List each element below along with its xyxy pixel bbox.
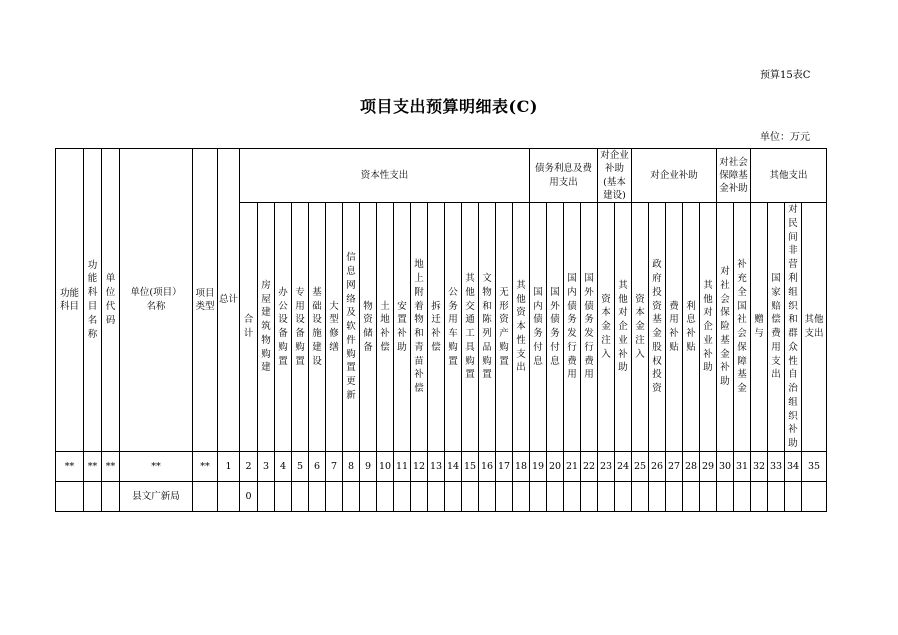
code-cell: 33 <box>768 451 785 481</box>
header-sub-col-34: 对民间非营利组织和群众性自治组织补助 <box>785 203 802 452</box>
header-project-type: 项目类型 <box>193 149 218 452</box>
header-sub-col-22: 国外债务发行费用 <box>581 203 598 452</box>
data-cell <box>377 481 394 511</box>
data-cell <box>683 481 700 511</box>
cell-func-subject <box>56 481 84 511</box>
header-row-groups <box>56 149 827 203</box>
data-cell <box>360 481 377 511</box>
header-sub-col-25: 资本金注入 <box>632 203 649 452</box>
code-cell: 2 <box>240 451 258 481</box>
code-cell: 5 <box>292 451 309 481</box>
header-sub-col-20: 国外债务付息 <box>547 203 564 452</box>
header-sub-col-30: 对社会保险基金补助 <box>717 203 734 452</box>
header-group-social: 对社会保障基金补助 <box>717 149 751 203</box>
code-cell: 17 <box>496 451 513 481</box>
header-sub-col-2: 合计 <box>240 203 258 452</box>
data-cell <box>785 481 802 511</box>
code-cell: 18 <box>513 451 530 481</box>
code-cell: ** <box>56 451 84 481</box>
header-sub-col-14: 公务用车购置 <box>445 203 462 452</box>
code-cell: 9 <box>360 451 377 481</box>
data-cell <box>615 481 632 511</box>
cell-func-subject-name <box>84 481 102 511</box>
header-func-subject-name: 功能科目名称 <box>84 149 102 452</box>
data-cell <box>343 481 360 511</box>
page-title: 项目支出预算明细表(C) <box>360 97 538 116</box>
code-cell: 27 <box>666 451 683 481</box>
code-cell: 7 <box>326 451 343 481</box>
header-sub-col-16: 文物和陈列品购置 <box>479 203 496 452</box>
unit-label: 单位：万元 <box>760 132 810 143</box>
code-cell: 23 <box>598 451 615 481</box>
code-cell: ** <box>193 451 218 481</box>
header-unit-code: 单位代码 <box>102 149 120 452</box>
header-sub-col-6: 基础设施建设 <box>309 203 326 452</box>
header-sub-col-8: 信息网络及软件购置更新 <box>343 203 360 452</box>
header-sub-col-3: 房屋建筑物购建 <box>258 203 275 452</box>
header-sub-col-9: 物资储备 <box>360 203 377 452</box>
code-cell: 3 <box>258 451 275 481</box>
header-sub-col-33: 国家赔偿费用支出 <box>768 203 785 452</box>
cell-unit-name: 县文广新局 <box>120 481 193 511</box>
cell-subtotal: 0 <box>240 481 258 511</box>
data-cell <box>479 481 496 511</box>
code-cell: 8 <box>343 451 360 481</box>
data-cell <box>462 481 479 511</box>
data-cell <box>598 481 615 511</box>
code-cell: 4 <box>275 451 292 481</box>
data-cell <box>802 481 827 511</box>
header-sub-col-27: 费用补贴 <box>666 203 683 452</box>
data-cell <box>530 481 547 511</box>
data-cell <box>258 481 275 511</box>
header-sub-col-26: 政府投资基金股权投资 <box>649 203 666 452</box>
data-cell <box>292 481 309 511</box>
data-row <box>56 481 827 511</box>
header-sub-col-29: 其他对企业补助 <box>700 203 717 452</box>
data-cell <box>496 481 513 511</box>
data-cell <box>734 481 751 511</box>
code-cell: 19 <box>530 451 547 481</box>
code-cell: 24 <box>615 451 632 481</box>
code-cell: 32 <box>751 451 768 481</box>
code-cell: ** <box>84 451 102 481</box>
header-group-capital: 资本性支出 <box>240 149 530 203</box>
data-cell <box>445 481 462 511</box>
code-cell: 16 <box>479 451 496 481</box>
header-sub-col-13: 拆迁补偿 <box>428 203 445 452</box>
code-cell: 6 <box>309 451 326 481</box>
header-sub-col-32: 赠与 <box>751 203 768 452</box>
header-sub-col-5: 专用设备购置 <box>292 203 309 452</box>
data-cell <box>564 481 581 511</box>
data-cell <box>428 481 445 511</box>
code-cell: 29 <box>700 451 717 481</box>
data-cell <box>717 481 734 511</box>
code-cell: 11 <box>394 451 411 481</box>
header-func-subject: 功能科目 <box>56 149 84 452</box>
data-cell <box>649 481 666 511</box>
cell-total <box>218 481 240 511</box>
data-cell <box>275 481 292 511</box>
header-sub-col-11: 安置补助 <box>394 203 411 452</box>
code-cell: 15 <box>462 451 479 481</box>
header-sub-col-23: 资本金注入 <box>598 203 615 452</box>
header-sub-col-31: 补充全国社会保障基金 <box>734 203 751 452</box>
code-cell: 30 <box>717 451 734 481</box>
data-cell <box>751 481 768 511</box>
header-sub-col-19: 国内债务付息 <box>530 203 547 452</box>
code-cell: 34 <box>785 451 802 481</box>
header-sub-col-17: 无形资产购置 <box>496 203 513 452</box>
header-unit-project: 单位(项目）名称 <box>120 149 193 452</box>
code-cell: 35 <box>802 451 827 481</box>
header-sub-col-7: 大型修缮 <box>326 203 343 452</box>
budget-table <box>55 148 827 512</box>
code-cell: 1 <box>218 451 240 481</box>
header-sub-col-21: 国内债务发行费用 <box>564 203 581 452</box>
form-code: 预算15表C <box>760 70 811 81</box>
cell-project-type <box>193 481 218 511</box>
code-cell: 25 <box>632 451 649 481</box>
header-group-enterprise: 对企业补助 <box>632 149 717 203</box>
code-cell: 12 <box>411 451 428 481</box>
code-row <box>56 451 827 481</box>
data-cell <box>326 481 343 511</box>
header-group-enterprise-capital: 对企业补助(基本建设) <box>598 149 632 203</box>
data-cell <box>700 481 717 511</box>
data-cell <box>394 481 411 511</box>
code-cell: ** <box>102 451 120 481</box>
header-sub-col-35: 其他支出 <box>802 203 827 452</box>
data-cell <box>632 481 649 511</box>
code-cell: 10 <box>377 451 394 481</box>
code-cell: 13 <box>428 451 445 481</box>
code-cell: 26 <box>649 451 666 481</box>
data-cell <box>513 481 530 511</box>
header-sub-col-10: 土地补偿 <box>377 203 394 452</box>
code-cell: 20 <box>547 451 564 481</box>
code-cell: 22 <box>581 451 598 481</box>
header-sub-col-28: 利息补贴 <box>683 203 700 452</box>
header-group-other: 其他支出 <box>751 149 827 203</box>
header-total: 总计 <box>218 149 240 452</box>
data-cell <box>309 481 326 511</box>
header-sub-col-4: 办公设备购置 <box>275 203 292 452</box>
code-cell: 21 <box>564 451 581 481</box>
code-cell: 31 <box>734 451 751 481</box>
data-cell <box>547 481 564 511</box>
code-cell: ** <box>120 451 193 481</box>
header-group-debt: 债务利息及费用支出 <box>530 149 598 203</box>
header-sub-col-12: 地上附着物和青苗补偿 <box>411 203 428 452</box>
header-sub-col-15: 其他交通工具购置 <box>462 203 479 452</box>
code-cell: 28 <box>683 451 700 481</box>
data-cell <box>581 481 598 511</box>
data-cell <box>666 481 683 511</box>
code-cell: 14 <box>445 451 462 481</box>
header-sub-col-24: 其他对企业补助 <box>615 203 632 452</box>
header-sub-col-18: 其他资本性支出 <box>513 203 530 452</box>
cell-unit-code <box>102 481 120 511</box>
data-cell <box>411 481 428 511</box>
data-cell <box>768 481 785 511</box>
